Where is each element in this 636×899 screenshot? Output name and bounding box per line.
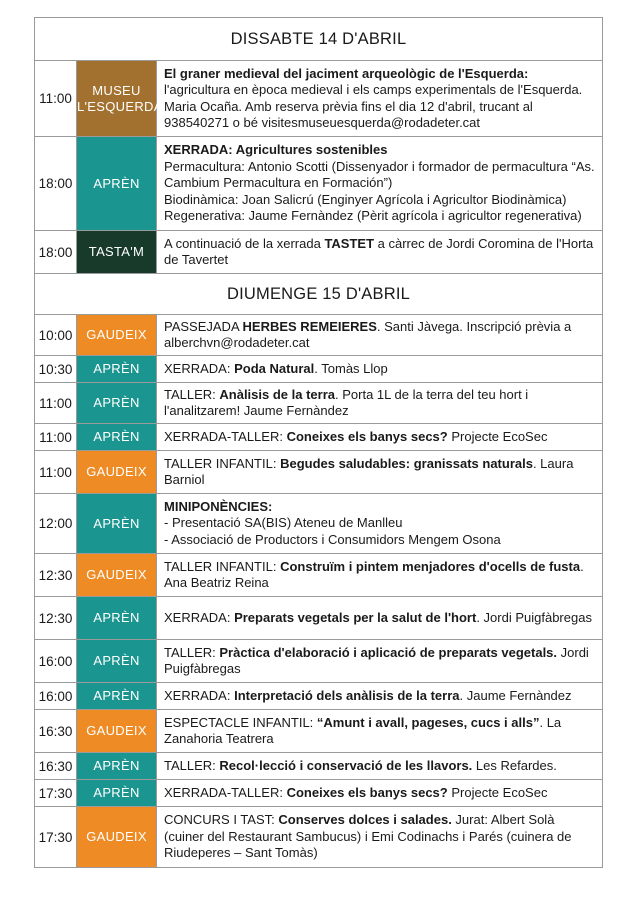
category-badge-apren: APRÈN <box>77 640 157 683</box>
category-label-line2: L'ESQUERDA <box>77 98 163 114</box>
event-description <box>157 710 603 753</box>
category-badge-gaudeix: GAUDEIX <box>77 807 157 868</box>
event-description <box>157 315 603 356</box>
table-row <box>35 383 603 424</box>
table-row <box>35 494 603 554</box>
event-details: . Tomàs Llop <box>314 360 388 376</box>
event-prefix: TALLER INFANTIL: <box>164 558 281 574</box>
event-detail-line: - Presentació SA(BIS) Ateneu de Manlleu <box>164 515 403 531</box>
day-header-row <box>35 274 603 315</box>
event-details: Projecte EcoSec <box>447 784 548 800</box>
event-description <box>157 640 603 683</box>
event-prefix: TALLER: <box>164 644 220 660</box>
event-time: 11:00 <box>35 451 77 494</box>
event-description <box>157 137 603 231</box>
event-prefix: XERRADA: <box>164 360 235 376</box>
event-prefix: XERRADA-TALLER: <box>164 784 287 800</box>
event-title: Coneixes els banys secs? <box>286 784 448 800</box>
event-description <box>157 807 603 868</box>
event-time: 18:00 <box>35 231 77 274</box>
event-title: Interpretació dels anàlisis de la terra <box>234 687 460 703</box>
event-details: l'agricultura en època medieval i els camps experimentals de l'Esquerda. Maria Ocaña. Amb reserva prèvia fins el dia 12 d'abril, trucant al 938540271 o bé visitesmuseuesquerda@rodadeter.cat <box>164 82 583 130</box>
category-badge-apren: APRÈN <box>77 597 157 640</box>
category-badge-apren: APRÈN <box>77 683 157 710</box>
category-badge-gaudeix: GAUDEIX <box>77 451 157 494</box>
event-time: 17:30 <box>35 780 77 807</box>
table-row <box>35 710 603 753</box>
event-details: . Porta 1L de la terra del teu hort i l'analitzarem! Jaume Fernàndez <box>164 386 529 418</box>
event-details: Jurat: Albert Solà (cuiner del Restaurant Sambucus) i Emi Codinachs i Parés (cuinera de Riudeperes – Sant Tomàs) <box>164 812 572 861</box>
event-details: Les Refardes. <box>472 757 557 773</box>
table-row <box>35 554 603 597</box>
table-row <box>35 597 603 640</box>
table-row <box>35 424 603 451</box>
table-row <box>35 640 603 683</box>
event-title: XERRADA: Agricultures sostenibles <box>164 142 388 158</box>
event-description <box>157 597 603 640</box>
event-title: Poda Natural <box>234 360 315 376</box>
day-header-row <box>35 18 603 61</box>
event-title: El graner medieval del jaciment arqueològic de l'Esquerda: <box>164 65 529 81</box>
category-badge-museu <box>77 61 163 137</box>
event-details: . Jordi Puigfàbregas <box>476 609 592 625</box>
event-details: Jordi Puigfàbregas <box>164 644 589 676</box>
event-prefix: A continuació de la xerrada <box>164 235 325 251</box>
category-badge-apren: APRÈN <box>77 494 157 554</box>
event-description <box>157 451 603 494</box>
event-prefix: TALLER INFANTIL: <box>164 455 281 471</box>
event-time: 16:00 <box>35 683 77 710</box>
event-title: TASTET <box>324 235 375 251</box>
table-row <box>35 61 603 137</box>
event-details: . Ana Beatriz Reina <box>164 558 584 590</box>
event-description <box>157 356 603 383</box>
event-details: . Laura Barniol <box>164 455 574 487</box>
event-prefix: TALLER: <box>164 757 220 773</box>
event-time: 12:00 <box>35 494 77 554</box>
event-title: HERBES REMEIERES <box>242 318 377 334</box>
event-time: 12:30 <box>35 554 77 597</box>
category-badge-gaudeix: GAUDEIX <box>77 710 157 753</box>
event-description <box>157 683 603 710</box>
event-title: Anàlisis de la terra <box>219 386 336 402</box>
event-time: 12:30 <box>35 597 77 640</box>
event-prefix: XERRADA: <box>164 687 235 703</box>
event-title: Construïm i pintem menjadores d'ocells de fusta <box>280 558 581 574</box>
event-prefix: XERRADA: <box>164 609 235 625</box>
table-row <box>35 753 603 780</box>
schedule-table <box>34 17 603 868</box>
event-title: Recol·lecció i conservació de les llavors. <box>219 757 473 773</box>
event-description <box>157 494 603 554</box>
day-title-saturday: DISSABTE 14 D'ABRIL <box>35 18 603 61</box>
event-description <box>157 383 603 424</box>
category-badge-apren: APRÈN <box>77 383 157 424</box>
event-title: Preparats vegetals per la salut de l'hort <box>234 609 477 625</box>
event-details: Projecte EcoSec <box>447 428 548 444</box>
event-prefix: CONCURS I TAST: <box>164 812 279 828</box>
event-description <box>157 780 603 807</box>
event-time: 16:00 <box>35 640 77 683</box>
event-description <box>157 424 603 451</box>
event-time: 17:30 <box>35 807 77 868</box>
day-title-sunday: DIUMENGE 15 D'ABRIL <box>35 274 603 315</box>
event-detail-line: Permacultura: Antonio Scotti (Dissenyador i formador de permacultura “As. Cambium Permacultura en Formación”) <box>164 158 595 191</box>
event-details: . Santi Jàvega. Inscripció prèvia a alberchvn@rodadeter.cat <box>164 318 572 350</box>
event-time: 16:30 <box>35 753 77 780</box>
event-detail-line: Biodinàmica: Joan Salicrú (Enginyer Agrícola i Agricultor Biodinàmica) <box>164 191 567 207</box>
event-time: 11:00 <box>35 424 77 451</box>
event-details: . La Zanahoria Teatrera <box>164 714 562 746</box>
event-prefix: PASSEJADA <box>164 318 243 334</box>
table-row <box>35 807 603 868</box>
event-description <box>157 61 603 137</box>
event-description <box>157 231 603 274</box>
event-details: a càrrec de Jordi Coromina de l'Horta de Tavertet <box>164 235 594 267</box>
category-badge-tastam: TASTA'M <box>77 231 157 274</box>
table-row <box>35 315 603 356</box>
table-row <box>35 780 603 807</box>
event-time: 18:00 <box>35 137 77 231</box>
event-time: 10:00 <box>35 315 77 356</box>
category-badge-apren: APRÈN <box>77 137 157 231</box>
event-time: 16:30 <box>35 710 77 753</box>
event-title: MINIPONÈNCIES: <box>164 498 273 514</box>
schedule-sheet <box>34 17 603 868</box>
category-badge-gaudeix: GAUDEIX <box>77 554 157 597</box>
category-label-line1: MUSEU <box>92 82 141 98</box>
table-row <box>35 683 603 710</box>
event-title: Conserves dolces i salades. <box>278 812 452 828</box>
category-badge-apren: APRÈN <box>77 780 157 807</box>
event-description <box>157 753 603 780</box>
table-row <box>35 231 603 274</box>
table-row <box>35 451 603 494</box>
event-title: Begudes saludables: granissats naturals <box>280 455 533 471</box>
event-time: 11:00 <box>35 61 77 137</box>
event-time: 10:30 <box>35 356 77 383</box>
event-detail-line: Regenerativa: Jaume Fernàndez (Pèrit agrícola i agricultor regenerativa) <box>164 208 582 224</box>
category-badge-gaudeix: GAUDEIX <box>77 315 157 356</box>
category-badge-apren: APRÈN <box>77 424 157 451</box>
event-title: “Amunt i avall, pageses, cucs i alls” <box>316 714 540 730</box>
event-detail-line: - Associació de Productors i Consumidors Mengem Osona <box>164 531 501 547</box>
event-time: 11:00 <box>35 383 77 424</box>
category-badge-apren: APRÈN <box>77 753 157 780</box>
table-row <box>35 356 603 383</box>
category-badge-apren: APRÈN <box>77 356 157 383</box>
event-prefix: ESPECTACLE INFANTIL: <box>164 714 317 730</box>
event-details: . Jaume Fernàndez <box>459 687 572 703</box>
event-title: Coneixes els banys secs? <box>286 428 448 444</box>
table-row <box>35 137 603 231</box>
event-prefix: TALLER: <box>164 386 220 402</box>
event-prefix: XERRADA-TALLER: <box>164 428 287 444</box>
event-title: Pràctica d'elaboració i aplicació de preparats vegetals. <box>219 644 558 660</box>
event-description <box>157 554 603 597</box>
